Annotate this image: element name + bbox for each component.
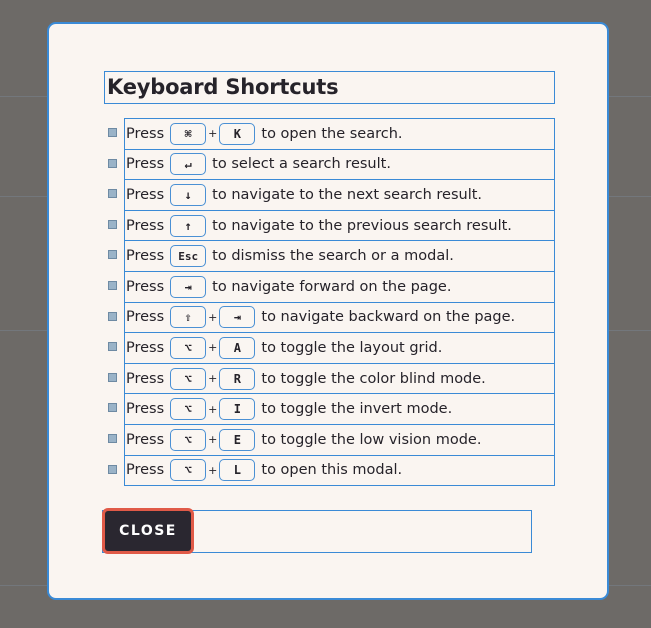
key-separator: +	[208, 310, 218, 324]
shortcut-description: to toggle the color blind mode.	[261, 370, 486, 387]
press-label: Press	[126, 125, 165, 142]
shortcut-row	[124, 149, 555, 181]
keycap: ⌘	[170, 123, 206, 145]
keycap: R	[219, 368, 255, 390]
press-label: Press	[126, 339, 165, 356]
list-bullet-icon	[108, 312, 117, 321]
shortcut-row	[124, 302, 555, 334]
shortcut-item	[104, 424, 556, 455]
shortcut-description: to navigate forward on the page.	[212, 278, 452, 295]
shortcut-row	[124, 363, 555, 395]
shortcut-description: to open this modal.	[261, 462, 403, 479]
shortcut-item	[104, 271, 556, 302]
background-divider	[0, 96, 47, 97]
shortcut-row	[124, 455, 555, 487]
key-separator: +	[208, 127, 218, 141]
shortcut-item	[104, 332, 556, 363]
shortcut-row	[124, 210, 555, 242]
background-divider	[0, 330, 47, 331]
shortcut-item	[104, 455, 556, 486]
key-separator: +	[208, 433, 218, 447]
shortcut-row	[124, 393, 555, 425]
shortcut-item	[104, 393, 556, 424]
list-bullet-icon	[108, 281, 117, 290]
key-separator: +	[208, 372, 218, 386]
shortcut-row	[124, 271, 555, 303]
shortcut-item	[104, 363, 556, 394]
background-divider	[0, 585, 47, 586]
keycap: ⌥	[170, 429, 206, 451]
press-label: Press	[126, 370, 165, 387]
keycap: ⌥	[170, 368, 206, 390]
key-separator: +	[208, 402, 218, 416]
keycap: L	[219, 459, 255, 481]
keycap: E	[219, 429, 255, 451]
keycap: ⇥	[170, 276, 206, 298]
shortcut-item	[104, 149, 556, 180]
keycap: ⌥	[170, 459, 206, 481]
keycap: ↓	[170, 184, 206, 206]
close-button[interactable]: CLOSE	[102, 508, 194, 554]
shortcut-description: to dismiss the search or a modal.	[212, 248, 454, 265]
press-label: Press	[126, 401, 165, 418]
shortcut-item	[104, 240, 556, 271]
background-divider	[609, 330, 651, 331]
shortcut-row	[124, 424, 555, 456]
shortcut-description: to navigate to the previous search result.	[212, 217, 512, 234]
press-label: Press	[126, 186, 165, 203]
press-label: Press	[126, 278, 165, 295]
key-separator: +	[208, 341, 218, 355]
shortcut-description: to navigate backward on the page.	[261, 309, 516, 326]
key-separator: +	[208, 463, 218, 477]
keycap: ⇧	[170, 306, 206, 328]
list-bullet-icon	[108, 465, 117, 474]
keycap: ⇥	[219, 306, 255, 328]
list-bullet-icon	[108, 128, 117, 137]
shortcut-list	[104, 118, 556, 485]
background-divider	[609, 585, 651, 586]
keycap: ↑	[170, 215, 206, 237]
list-bullet-icon	[108, 434, 117, 443]
background-divider	[609, 196, 651, 197]
keycap: Esc	[170, 245, 206, 267]
modal-title: Keyboard Shortcuts	[104, 71, 555, 104]
shortcut-description: to open the search.	[261, 125, 403, 142]
shortcut-item	[104, 210, 556, 241]
press-label: Press	[126, 217, 165, 234]
shortcut-row	[124, 118, 555, 150]
shortcut-item	[104, 118, 556, 149]
keycap: I	[219, 398, 255, 420]
shortcut-row	[124, 240, 555, 272]
shortcut-item	[104, 302, 556, 333]
list-bullet-icon	[108, 220, 117, 229]
shortcut-row	[124, 332, 555, 364]
shortcut-description: to toggle the low vision mode.	[261, 431, 482, 448]
press-label: Press	[126, 248, 165, 265]
press-label: Press	[126, 309, 165, 326]
shortcut-description: to toggle the invert mode.	[261, 401, 453, 418]
keycap: ↵	[170, 153, 206, 175]
shortcut-description: to select a search result.	[212, 156, 391, 173]
list-bullet-icon	[108, 250, 117, 259]
background-divider	[609, 96, 651, 97]
keycap: ⌥	[170, 337, 206, 359]
press-label: Press	[126, 431, 165, 448]
keyboard-shortcuts-modal	[47, 22, 609, 600]
list-bullet-icon	[108, 159, 117, 168]
shortcut-description: to navigate to the next search result.	[212, 186, 483, 203]
press-label: Press	[126, 156, 165, 173]
list-bullet-icon	[108, 373, 117, 382]
shortcut-item	[104, 179, 556, 210]
shortcut-description: to toggle the layout grid.	[261, 339, 443, 356]
keycap: ⌥	[170, 398, 206, 420]
background-divider	[0, 196, 47, 197]
press-label: Press	[126, 462, 165, 479]
keycap: K	[219, 123, 255, 145]
keycap: A	[219, 337, 255, 359]
list-bullet-icon	[108, 189, 117, 198]
list-bullet-icon	[108, 342, 117, 351]
list-bullet-icon	[108, 403, 117, 412]
shortcut-row	[124, 179, 555, 211]
